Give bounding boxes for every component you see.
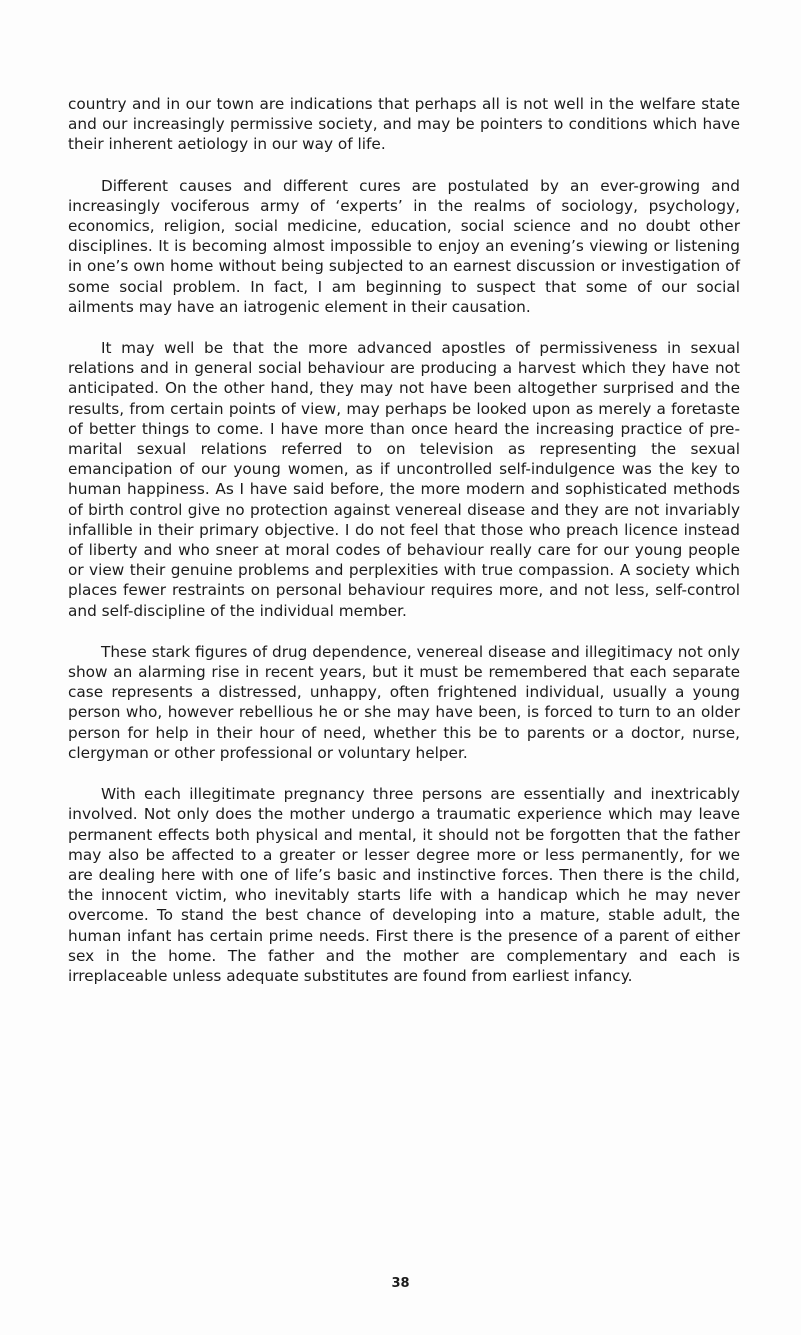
page-number: 38	[391, 1276, 410, 1291]
paragraph-experts: Different causes and different cures are postulated by an ever-growing and increasingly vociferous army of ‘experts’ in the realms of sociology, psychology, economics, religion, social medicine, education, social science and no doubt other disciplines. It is becoming almost impossible to enjoy an evening’s viewing or listening in one’s own home without being subjected to an earnest discussion or investigation of some social problem. In fact, I am beginning to suspect that some of our social ailments may have an iatrogenic element in their causation.	[68, 176, 740, 316]
paragraph-illegitimate-pregnancy: With each illegitimate pregnancy three persons are essentially and inextricably involved. Not only does the mother undergo a traumatic experience which may leave permanent effects both physical and mental, it should not be forgotten that the father may also be affected to a greater or lesser degree more or less permanently, for we are dealing here with one of life’s basic and instinctive forces. Then there is the child, the innocent victim, who inevitably starts life with a handicap which he may never overcome. To stand the best chance of developing into a mature, stable adult, the human infant has certain prime needs. First there is the presence of a parent of either sex in the home. The father and the mother are complementary and each is irreplaceable unless adequate substitutes are found from earliest infancy.	[68, 785, 740, 985]
paragraph-permissiveness: It may well be that the more advanced apostles of permissiveness in sexual relations and in general social behaviour are producing a harvest which they have not anticipated. On the other hand, they may not have been altogether surprised and the results, from certain points of view, may perhaps be looked upon as merely a foretaste of better things to come. I have more than once heard the increasing practice of pre-marital sexual relations referred to on television as representing the sexual emancipation of our young women, as if uncontrolled self-indulgence was the key to human happiness. As I have said before, the more modern and sophisticated methods of birth control give no protection against venereal disease and they are not invariably infallible in their primary objective. I do not feel that those who preach licence instead of liberty and who sneer at moral codes of behaviour really care for our young people or view their genuine problems and perplexities with true compassion. A society which places fewer restraints on personal behaviour requires more, and not less, self-control and self-discipline of the individual member.	[68, 339, 740, 620]
paragraph-stark-figures: These stark figures of drug dependence, venereal disease and illegitimacy not only show an alarming rise in recent years, but it must be remembered that each separate case represents a distressed, unhappy, often frightened individual, usually a young person who, however rebellious he or she may have been, is forced to turn to an older person for help in their hour of need, whether this be to parents or a doctor, nurse, clergyman or other professional or voluntary helper.	[68, 642, 740, 762]
paragraph-continuation: country and in our town are indications that perhaps all is not well in the welfare state and our increasingly permissive society, and may be pointers to conditions which have their inherent aetiology in our way of life.	[68, 95, 740, 154]
body-text	[68, 94, 740, 1007]
